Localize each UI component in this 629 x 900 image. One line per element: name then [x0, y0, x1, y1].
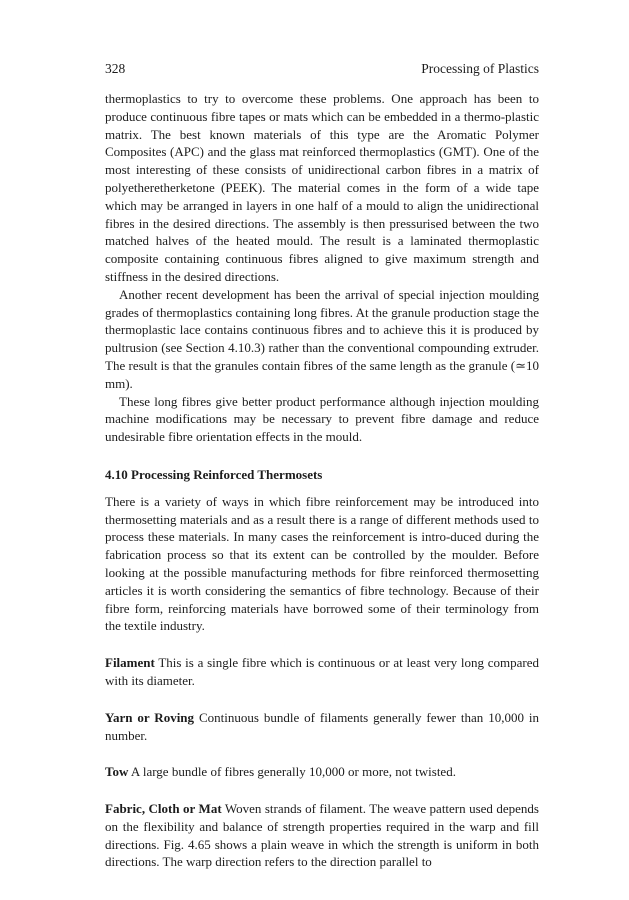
- page-number: 328: [105, 61, 126, 76]
- body-text: [105, 90, 539, 871]
- definition-yarn-roving: [105, 709, 539, 745]
- definition-text: This is a single fibre which is continuous or at least very long compared with its diameter.: [105, 655, 539, 688]
- paragraph-long-fibres: These long fibres give better product performance although injection moulding machine modifications may be necessary to prevent fibre damage and reduce undesirable fibre orientation effects in the mould.: [105, 393, 539, 445]
- paragraph-injection-grades: Another recent development has been the arrival of special injection moulding grades of thermoplastics containing long fibres. At the granule production stage the thermoplastic lace contains continuous fibres and to achieve this it is produced by pultrusion (see Section 4.10.3) rather than the conventional compounding extruder. The result is that the granules contain fibres of the same length as the granule (≃10 mm).: [105, 286, 539, 391]
- definition-text: Woven strands of filament. The weave pattern used depends on the flexibility and balance of strength properties required in the warp and fill directions. Fig. 4.65 shows a plain weave in which the strength is uniform in both directions. The warp direction refers to the direction parallel to: [105, 801, 539, 870]
- definition-term: Fabric, Cloth or Mat: [105, 801, 222, 817]
- definition-tow: [105, 763, 539, 781]
- section-intro: There is a variety of ways in which fibre reinforcement may be introduced into thermosetting materials and as a result there is a range of different methods used to process these materials. In many cases the reinforcement is intro-duced during the fabrication process so that its extent can be controlled by the moulder. Before looking at the possible manufacturing methods for fibre reinforced thermosetting articles it is worth considering the semantics of fibre technology. Because of their fibre form, reinforcing materials have borrowed some of their terminology from the textile industry.: [105, 493, 539, 634]
- definition-filament: [105, 654, 539, 690]
- definition-term: Tow: [105, 764, 129, 780]
- definition-term: Filament: [105, 655, 155, 671]
- definition-text: A large bundle of fibres generally 10,000 or more, not twisted.: [128, 764, 456, 780]
- running-title: Processing of Plastics: [421, 61, 539, 76]
- running-head: [105, 60, 539, 78]
- section-heading: 4.10 Processing Reinforced Thermosets: [105, 466, 323, 482]
- definition-fabric: [105, 800, 539, 871]
- definition-term: Yarn or Roving: [105, 709, 195, 725]
- paragraph-continuation: thermoplastics to try to overcome these problems. One approach has been to produce continuous fibre tapes or mats which can be embedded in a thermo-plastic matrix. The best known materials of this type are the Aromatic Polymer Composites (APC) and the glass mat reinforced thermoplastics (GMT). One of the most interesting of these consists of unidirectional carbon fibres in a matrix of polyetheretherketone (PEEK). The material comes in the form of a wide tape which may be arranged in layers in one half of a mould to align the unidirectional fibres in the desired directions. The assembly is then pressurised between the two matched halves of the heated mould. The result is a laminated thermoplastic composite containing continuous fibres aligned to give maximum strength and stiffness in the desired directions.: [105, 91, 539, 284]
- definition-text: Continuous bundle of filaments generally fewer than 10,000 in number.: [105, 709, 539, 743]
